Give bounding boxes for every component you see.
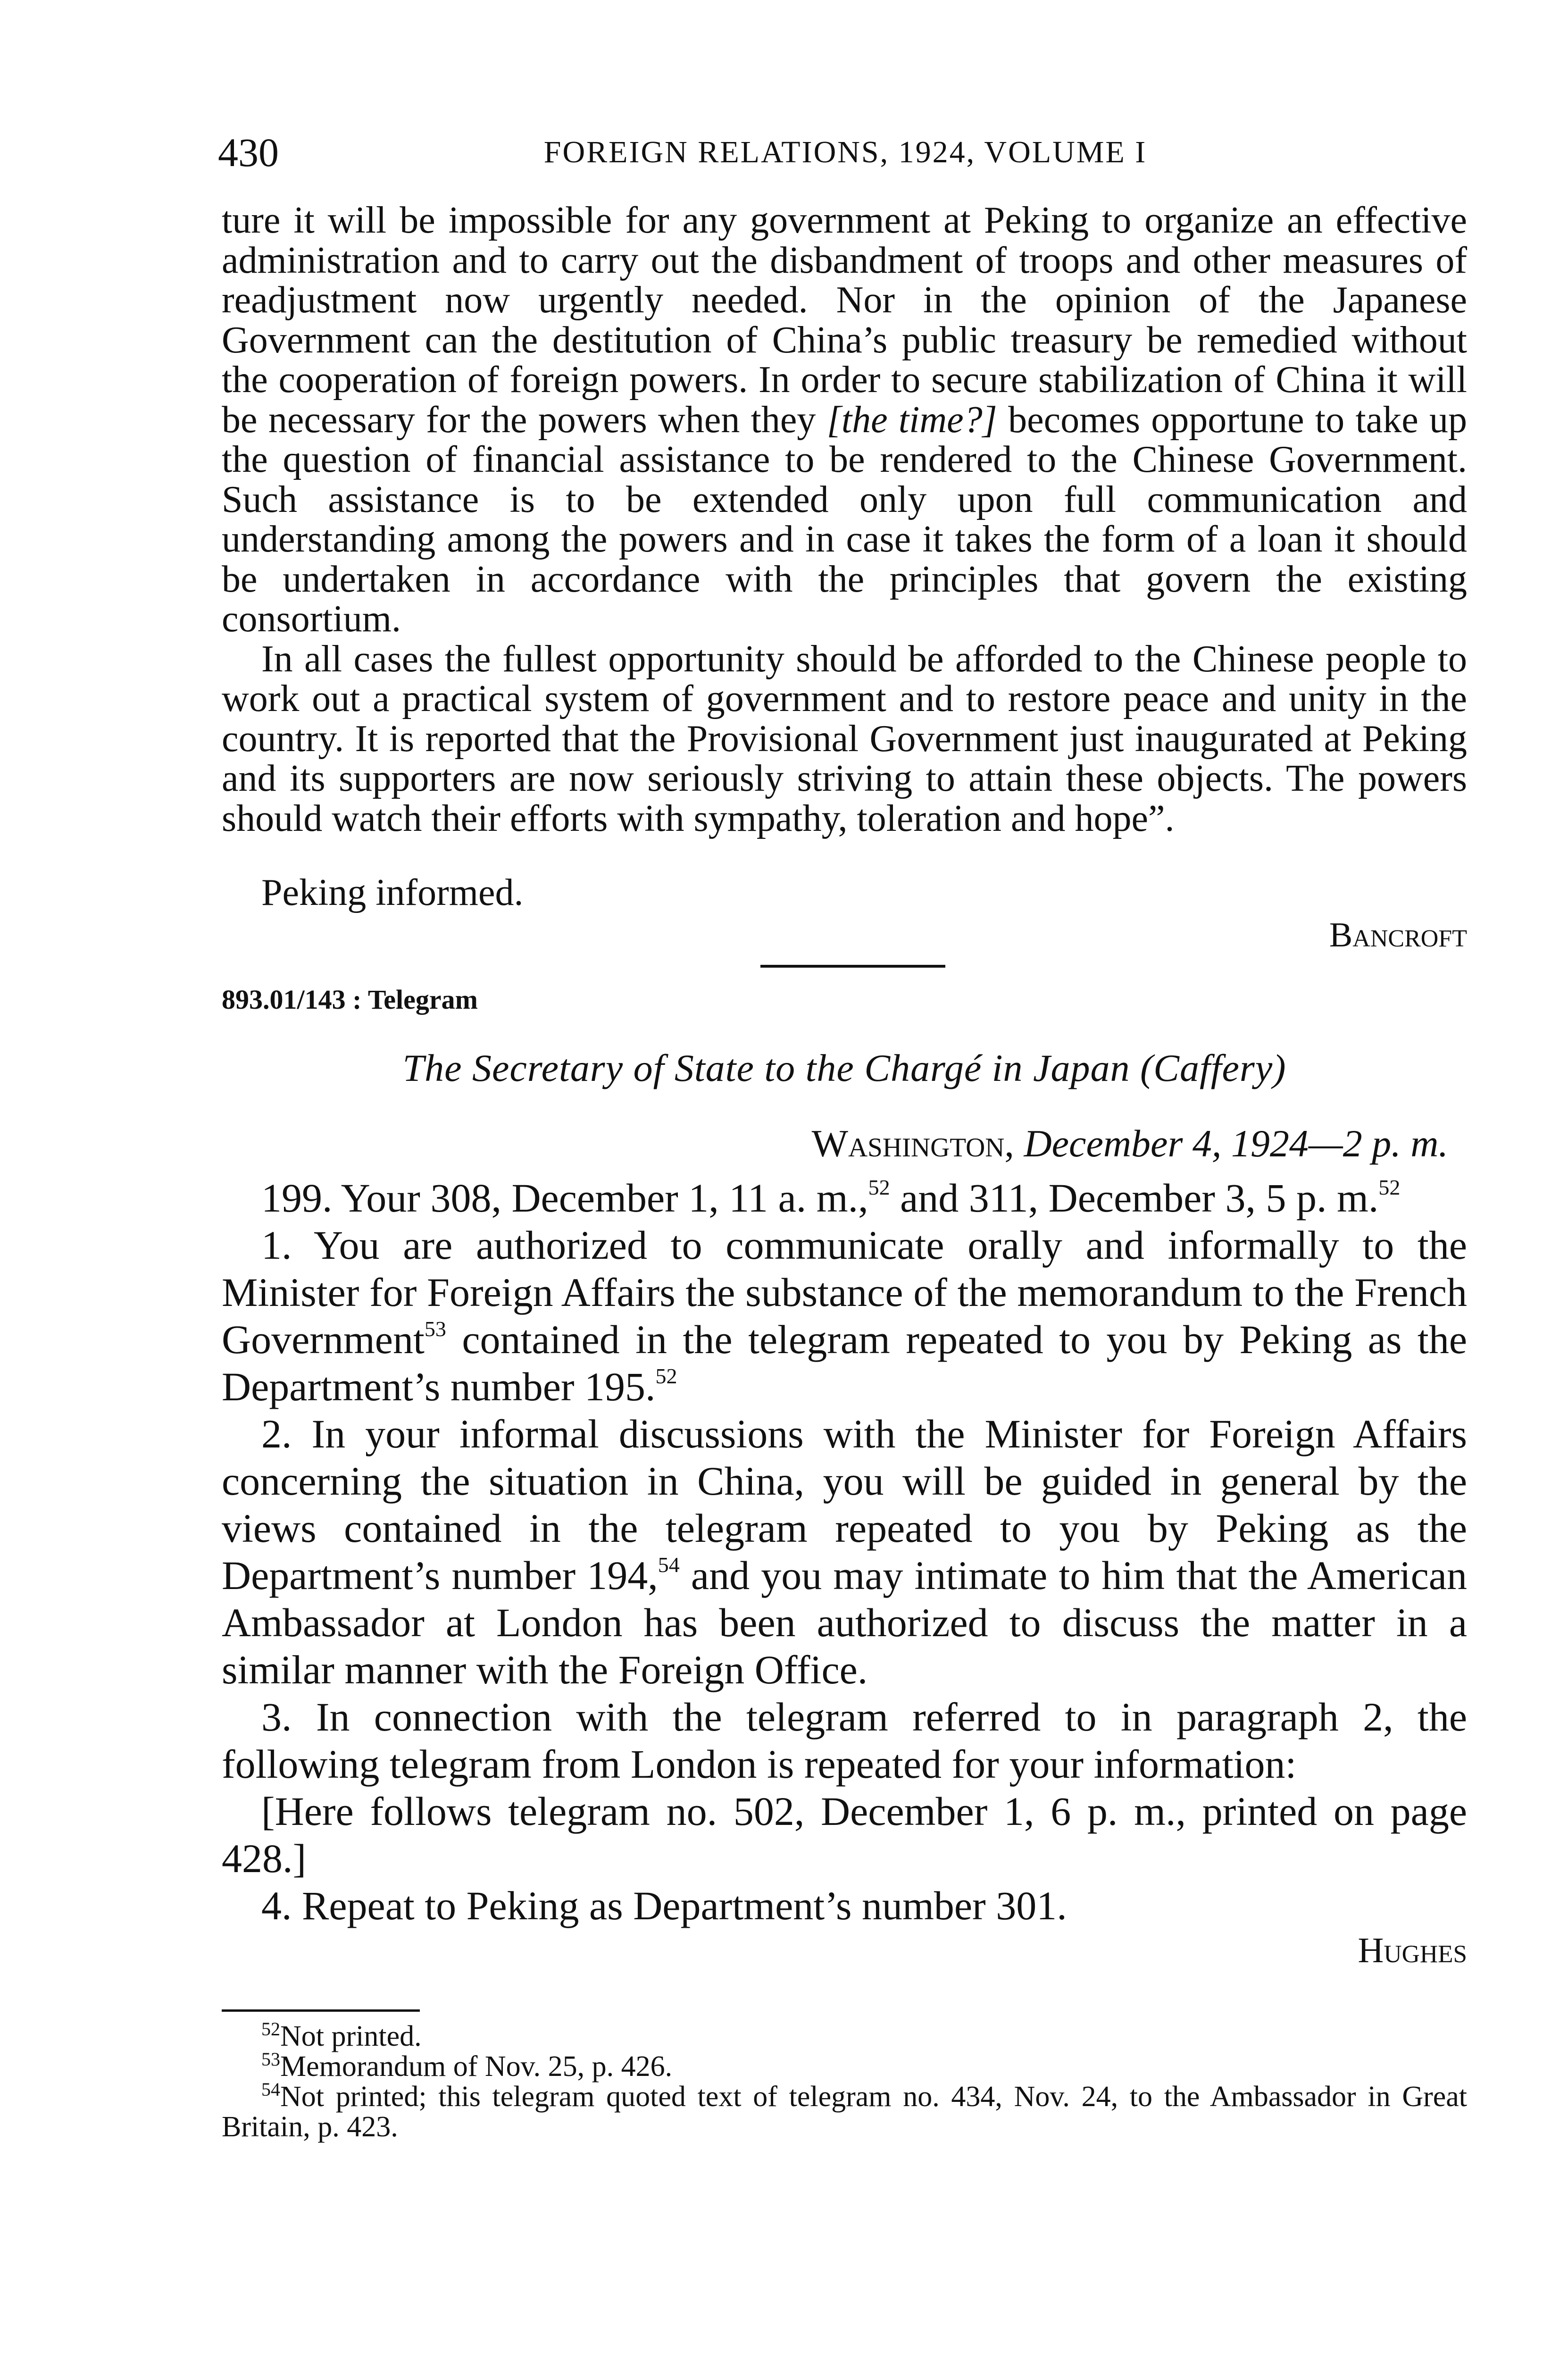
text-body xyxy=(222,201,1467,2142)
paragraph-text-continued: becomes opportune to take up the question of financial assistance to be rendered to the Chinese Government. Such assistance is to be extended only upon full communication and understanding among the powers and in case it takes the form of a loan it should be undertaken in accordance with the principles that govern the existing consortium. xyxy=(222,399,1468,640)
footnote-text: Not printed; this telegram quoted text of telegram no. 434, Nov. 24, to the Ambassador in Great Britain, p. 423. xyxy=(222,2081,1467,2143)
paragraph-2 xyxy=(222,1410,1467,1693)
closing-note: Peking informed. xyxy=(261,872,524,913)
footnote-ref[interactable]: 52 xyxy=(655,1364,677,1389)
dateline xyxy=(222,1118,1448,1170)
footnote-ref[interactable]: 52 xyxy=(1378,1175,1401,1200)
paragraph-3: 3. In connection with the telegram referred to in paragraph 2, the following telegram from London is repeated for your information: xyxy=(222,1694,1467,1787)
paragraph-text: ture it will be impossible for any government at Peking to organize an effective administration and to carry out the disbandment of troops and other measures of readjustment now urgently needed. Nor in the opinion of the Japanese Government can the destitution of China’s public treasury be remedied without the cooperation of foreign powers. In order to secure stabilization of China it will be necessary for the powers when they xyxy=(222,200,1467,441)
paragraph-text: 199. Your 308, December 1, 11 a. m., xyxy=(261,1175,868,1221)
signature-bancroft: Bancroft xyxy=(1329,916,1467,954)
footnote-divider xyxy=(222,2009,420,2012)
page-number: 430 xyxy=(218,130,279,175)
footnote-ref[interactable]: 53 xyxy=(424,1317,446,1341)
paragraph-text: 1. You are authorized to communicate orally and informally to the Minister for Foreign Affairs the substance of the memorandum to the French Government xyxy=(222,1222,1467,1362)
document-title: The Secretary of State to the Chargé in Japan (Caffery) xyxy=(402,1046,1286,1089)
paragraph-continued xyxy=(222,201,1467,639)
footnote: 52Not printed. xyxy=(261,2018,422,2052)
paragraph-text: and 311, December 3, 5 p. m. xyxy=(890,1175,1379,1221)
footnote-text: Memorandum of Nov. 25, p. 426. xyxy=(280,2050,673,2083)
footnote-text: Not printed. xyxy=(280,2020,422,2052)
file-reference: 893.01/143 : Telegram xyxy=(222,984,478,1015)
signature-hughes: Hughes xyxy=(1358,1931,1467,1970)
paragraph-text: and you may intimate to him that the American Ambassador at London has been authorized to discuss the matter in a similar manner with the Foreign Office. xyxy=(222,1553,1467,1692)
section-divider xyxy=(760,965,945,968)
running-head: FOREIGN RELATIONS, 1924, VOLUME I xyxy=(543,135,1147,169)
page-header xyxy=(218,126,1473,178)
dateline-date: December 4, 1924—2 p. m. xyxy=(1024,1122,1448,1165)
footnotes xyxy=(222,2018,1467,2143)
paragraph-1 xyxy=(222,1221,1467,1410)
editorial-bracket: [the time?] xyxy=(826,399,997,441)
paragraph-text: contained in the telegram repeated to you by Peking as the Department’s number 195. xyxy=(222,1317,1467,1409)
paragraph-199 xyxy=(222,1174,1467,1221)
dateline-place: Washington, xyxy=(811,1122,1014,1165)
paragraph: In all cases the fullest opportunity should be afforded to the Chinese people to work out a practical system of government and to restore peace and unity in the country. It is reported that the Provisional Government just inaugurated at Peking and its supporters are now seriously striving to attain these objects. The powers should watch their efforts with sympathy, toleration and hope”. xyxy=(222,638,1467,839)
footnote: 54Not printed; this telegram quoted text of telegram no. 434, Nov. 24, to the Ambassador in Great Britain, p. 423. xyxy=(222,2079,1467,2143)
paragraph-text: 2. In your informal discussions with the Minister for Foreign Affairs concerning the situation in China, you will be guided in general by the views contained in the telegram repeated to you by Peking as the Department’s number 194, xyxy=(222,1411,1467,1598)
footnote-ref[interactable]: 52 xyxy=(868,1175,890,1200)
footnote-ref[interactable]: 54 xyxy=(658,1553,680,1577)
paragraph-bracket-note: [Here follows telegram no. 502, December 1, 6 p. m., printed on page 428.] xyxy=(222,1789,1467,1881)
footnote: 53Memorandum of Nov. 25, p. 426. xyxy=(261,2049,673,2083)
paragraph-4: 4. Repeat to Peking as Department’s number 301. xyxy=(261,1883,1067,1928)
